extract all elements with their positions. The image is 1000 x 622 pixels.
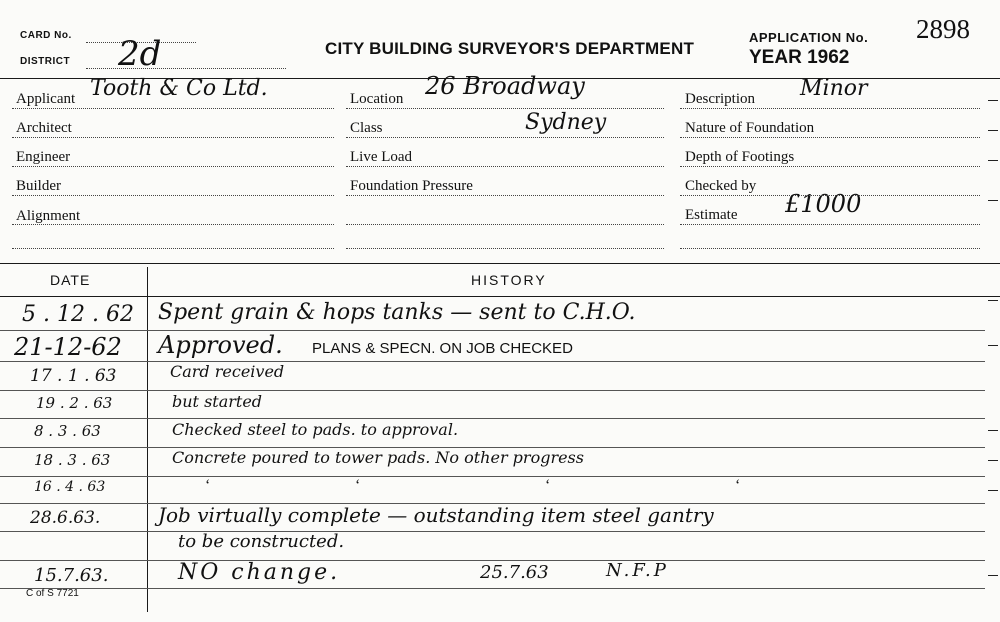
field-line xyxy=(12,137,334,138)
history-row-line xyxy=(0,560,985,561)
class-label: Class xyxy=(350,120,383,136)
history-header: HISTORY xyxy=(471,272,547,288)
history-entry-note: N.F.P xyxy=(606,560,669,581)
description-label: Description xyxy=(685,91,755,107)
history-row-line xyxy=(0,390,985,391)
history-date: 17 . 1 . 63 xyxy=(30,366,117,386)
fields-divider xyxy=(0,263,1000,264)
location-label: Location xyxy=(350,91,404,107)
history-row-line xyxy=(0,531,985,532)
history-entry: Approved. xyxy=(158,331,283,359)
field-line xyxy=(680,108,980,109)
history-entry: Card received xyxy=(170,362,285,381)
field-line xyxy=(346,166,664,167)
field-line xyxy=(346,248,664,249)
history-entry: Spent grain & hops tanks — sent to C.H.O. xyxy=(158,300,636,325)
field-line xyxy=(346,224,664,225)
history-entry: NO change. xyxy=(178,560,341,585)
field-line xyxy=(680,224,980,225)
field-line xyxy=(680,166,980,167)
history-date: 19 . 2 . 63 xyxy=(36,394,113,412)
field-line xyxy=(12,108,334,109)
history-row-line xyxy=(0,361,985,362)
field-line xyxy=(346,195,664,196)
applicant-value: Tooth & Co Ltd. xyxy=(90,76,268,101)
history-tick-marks: ‘ ‘ ‘ ‘ xyxy=(205,477,741,494)
field-line xyxy=(346,108,664,109)
district-value: 2d xyxy=(118,34,162,74)
edge-mark xyxy=(988,575,998,576)
history-row-line xyxy=(0,418,985,419)
field-line xyxy=(680,137,980,138)
alignment-label: Alignment xyxy=(16,208,81,224)
history-entry-stamp: PLANS & SPECN. ON JOB CHECKED xyxy=(312,340,573,357)
history-date: 16 . 4 . 63 xyxy=(34,479,106,495)
architect-label: Architect xyxy=(16,120,72,136)
builder-label: Builder xyxy=(16,178,61,194)
history-date: 28.6.63. xyxy=(30,508,101,528)
card-no-label: CARD No. xyxy=(20,30,72,41)
live-load-label: Live Load xyxy=(350,149,413,165)
history-date: 15.7.63. xyxy=(34,565,109,586)
edge-mark xyxy=(988,100,998,101)
field-line xyxy=(12,166,334,167)
history-row-line xyxy=(0,330,985,331)
edge-mark xyxy=(988,300,998,301)
engineer-label: Engineer xyxy=(16,149,71,165)
estimate-value: £1000 xyxy=(785,190,862,218)
field-line xyxy=(346,137,664,138)
edge-mark xyxy=(988,200,998,201)
application-no: 2898 xyxy=(916,14,970,44)
applicant-label: Applicant xyxy=(16,91,76,107)
estimate-label: Estimate xyxy=(685,207,738,223)
department-title: CITY BUILDING SURVEYOR'S DEPARTMENT xyxy=(325,39,695,58)
history-header-divider xyxy=(0,296,1000,297)
checked-by-label: Checked by xyxy=(685,178,757,194)
edge-mark xyxy=(988,345,998,346)
history-date: 18 . 3 . 63 xyxy=(34,451,111,469)
edge-mark xyxy=(988,490,998,491)
history-entry: Job virtually complete — outstanding item steel gantry xyxy=(158,503,714,527)
district-label: DISTRICT xyxy=(20,56,71,67)
history-entry: but started xyxy=(172,392,263,411)
history-entry: Concrete poured to tower pads. No other progress xyxy=(172,448,584,467)
field-line xyxy=(12,248,334,249)
year-label: YEAR 1962 xyxy=(749,47,850,68)
depth-footings-label: Depth of Footings xyxy=(685,149,795,165)
edge-mark xyxy=(988,130,998,131)
location-value: 26 Broadway xyxy=(425,72,585,100)
history-entry: to be constructed. xyxy=(178,531,345,552)
history-entry: Checked steel to pads. to approval. xyxy=(172,420,459,439)
date-header: DATE xyxy=(50,272,91,288)
edge-mark xyxy=(988,160,998,161)
history-date: 21-12-62 xyxy=(14,333,122,361)
edge-mark xyxy=(988,430,998,431)
field-line xyxy=(12,195,334,196)
edge-mark xyxy=(988,460,998,461)
description-value: Minor xyxy=(800,76,868,101)
field-line xyxy=(12,224,334,225)
nature-foundation-label: Nature of Foundation xyxy=(685,120,815,136)
history-entry-date: 25.7.63 xyxy=(480,562,549,583)
location-city: Sydney xyxy=(525,110,607,135)
history-row-line xyxy=(0,588,985,589)
history-date: 8 . 3 . 63 xyxy=(34,422,101,440)
district-line xyxy=(86,68,286,69)
history-date: 5 . 12 . 62 xyxy=(22,302,134,327)
form-code: C of S 7721 xyxy=(26,588,79,599)
foundation-pressure-label: Foundation Pressure xyxy=(350,178,473,194)
field-line xyxy=(680,248,980,249)
application-no-label: APPLICATION No. xyxy=(749,30,869,45)
field-line xyxy=(680,195,980,196)
